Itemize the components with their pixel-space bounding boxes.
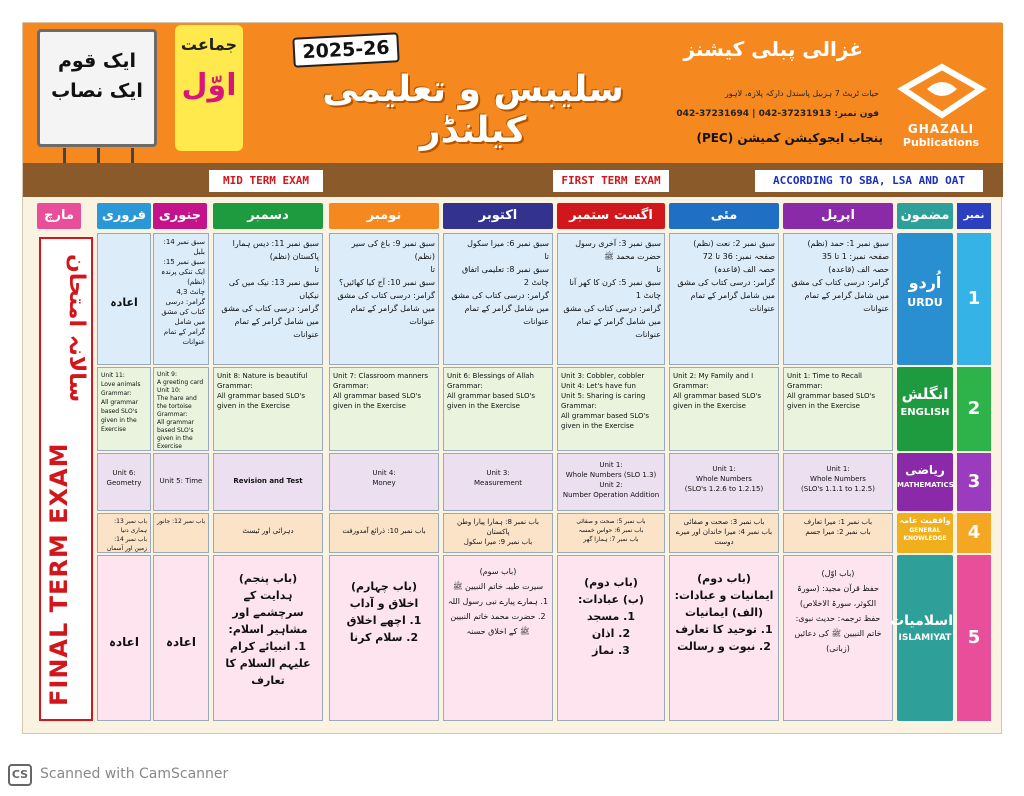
row-number-4: 4 — [957, 513, 991, 553]
math-apr: Unit 1: Whole Numbers (SLO's 1.1.1 to 1.2.5) — [783, 453, 893, 511]
subject-math-en: MATHEMATICS — [897, 481, 954, 489]
math-feb: Unit 5: Time — [153, 453, 209, 511]
final-exam-urdu: سالانہ امتحان — [64, 253, 89, 403]
subject-math-ur: ریاضی — [905, 463, 945, 477]
year-badge: 2025-26 — [292, 32, 399, 68]
slogan-line-1: ایک قوم — [58, 50, 136, 72]
english-nov: Unit 7: Classroom manners Grammar: All grammar based SLO's given in the Exercise — [329, 367, 439, 451]
math-oct: Unit 3: Measurement — [443, 453, 553, 511]
class-value: اوّل — [181, 68, 237, 103]
class-badge — [175, 25, 243, 151]
islamiyat-apr: (باب اوّل) حفظ قرآن مجید: (سورۃ الکوثر، سورۃ الاخلاص) حفظ ترجمہ: حدیث نبوی: خاتم النبیین ﷺ کی دعائیں (زبانی) — [783, 555, 893, 721]
month-may — [669, 203, 779, 229]
subject-islamiyat-ur: اسلامیات — [890, 613, 953, 629]
gk-dec: دہرائی اور ٹیسٹ — [213, 513, 323, 553]
month-january-label: جنوری — [158, 208, 202, 223]
subject-english-en: ENGLISH — [900, 407, 950, 418]
month-aug-sep — [557, 203, 665, 229]
publisher-address: حیات ٹریٹ 7 ہزبیل پاسندل دارکہ پلازہ، لاہور — [724, 89, 879, 98]
slogan-line-2: ایک نصاب — [51, 80, 143, 102]
urdu-nov: سبق نمبر 9: باغ کی سیر (نظم) تا سبق نمبر 10: آج کیا کھائیں؟ گرامر: درسی کتاب کی مشق میں شامل گرامر کے تمام عنوانات — [329, 233, 439, 365]
urdu-apr: سبق نمبر 1: حمد (نظم) صفحہ نمبر: 1 تا 35 حصہ الف (قاعدہ) گرامر: درسی کتاب کی مشق میں شامل گرامر کے تمام عنوانات — [783, 233, 893, 365]
month-november — [329, 203, 439, 229]
month-october-label: اکتوبر — [478, 208, 518, 223]
islamiyat-augsep: (باب دوم) (ب) عبادات: 1. مسجد 2. اذان 3. نماز — [557, 555, 665, 721]
final-exam-column — [39, 237, 93, 721]
gk-augsep: باب نمبر 5: صحت و صفائی باب نمبر 6: حواس خمسہ باب نمبر 7: ہمارا گھر — [557, 513, 665, 553]
mid-term-label: MID TERM EXAM — [209, 170, 323, 192]
ghazali-logo-icon — [897, 63, 987, 119]
month-march — [37, 203, 81, 229]
gk-mar: باب نمبر 13: ہماری دنیا باب نمبر 14: زمین اور آسمان — [97, 513, 151, 553]
islamiyat-dec: (باب پنجم) ہدایت کے سرچشمے اور مشاہیر اسلام: 1. انبیائے کرام علیہم السلام کا تعارف — [213, 555, 323, 721]
subject-urdu-ur: اُردو — [908, 273, 942, 292]
urdu-jan: سبق نمبر 14: بلبل سبق نمبر 15: ایک تنکی پرندہ (نظم) چانٹ 4,3 گرامر: درسی کتاب کی مشق میں شامل گرامر کے تمام عنوانات — [153, 233, 209, 365]
scanner-watermark — [8, 762, 308, 788]
subject-english-ur: انگلش — [901, 385, 949, 403]
publisher-name: غزالی پبلی کیشنز — [683, 37, 863, 61]
month-december-label: دسمبر — [247, 208, 289, 223]
urdu-oct: سبق نمبر 6: میرا سکول تا سبق نمبر 8: تعلیمی اتفاق چانٹ 2 گرامر: درسی کتاب کی مشق میں شامل گرامر کے تمام عنوانات — [443, 233, 553, 365]
calendar-sheet — [22, 22, 1002, 734]
page-title: سلیبس و تعلیمی کیلنڈر — [322, 69, 624, 151]
camscanner-icon: CS — [8, 764, 32, 786]
first-term-label: FIRST TERM EXAM — [553, 170, 669, 192]
islamiyat-jan: اعادہ — [153, 555, 209, 721]
english-dec: Unit 8: Nature is beautiful Grammar: All grammar based SLO's given in the Exercise — [213, 367, 323, 451]
subject-urdu — [897, 233, 953, 365]
subject-gk-ur: واقفیت عامہ — [899, 516, 951, 525]
gk-may: باب نمبر 3: صحت و صفائی باب نمبر 4: میرا خاندان اور میرے دوست — [669, 513, 779, 553]
class-label: جماعت — [180, 35, 238, 54]
row-number-3: 3 — [957, 453, 991, 511]
english-feb: Unit 9: A greeting card Unit 10: The hare and the tortoise Grammar: All grammar based SLO's given in the Exercise — [153, 367, 209, 451]
month-march-label: مارچ — [44, 208, 74, 223]
month-aug-sep-label: اگست ستمبر — [569, 208, 653, 223]
slogan-board — [37, 29, 157, 147]
gk-oct: باب نمبر 8: ہمارا پیارا وطن پاکستان باب نمبر 9: میرا سکول — [443, 513, 553, 553]
publisher-phone: 042-37231694 | 042-37231913 :فون نمبر — [676, 109, 879, 119]
math-dec: Revision and Test — [213, 453, 323, 511]
islamiyat-oct: (باب سوم) سیرت طیبہ خاتم النبیین ﷺ 1. ہمارے پیارے نبی رسول اللہ 2. حضرت محمد خاتم النبیین ﷺ کے اخلاق حسنہ — [443, 555, 553, 721]
row-number-2: 2 — [957, 367, 991, 451]
row-number-5: 5 — [957, 555, 991, 721]
month-december — [213, 203, 323, 229]
month-february-label: فروری — [101, 208, 147, 223]
subject-math — [897, 453, 953, 511]
urdu-may: سبق نمبر 2: نعت (نظم) صفحہ نمبر: 36 تا 72 حصہ الف (قاعدہ) گرامر: درسی کتاب کی مشق میں شامل گرامر کے تمام عنوانات — [669, 233, 779, 365]
watermark-text: Scanned with CamScanner — [40, 766, 229, 782]
english-oct: Unit 6: Blessings of Allah Grammar: All grammar based SLO's given in the Exercise — [443, 367, 553, 451]
subject-gk — [897, 513, 953, 553]
header-banner — [23, 23, 1003, 163]
final-exam-english: FINAL TERM EXAM — [45, 442, 73, 706]
math-nov: Unit 4: Money — [329, 453, 439, 511]
month-april — [783, 203, 893, 229]
according-label: ACCORDING TO SBA, LSA AND OAT — [755, 170, 983, 192]
urdu-feb: اعادہ — [97, 233, 151, 365]
month-may-label: مئی — [710, 208, 738, 223]
month-october — [443, 203, 553, 229]
math-augsep: Unit 1: Whole Numbers (SLO 1.3) Unit 2: Number Operation Addition — [557, 453, 665, 511]
subject-islamiyat-en: ISLAMIYAT — [898, 633, 952, 643]
month-january — [153, 203, 207, 229]
gk-apr: باب نمبر 1: میرا تعارف باب نمبر 2: میرا جسم — [783, 513, 893, 553]
english-mar: Unit 11: Love animals Grammar: All grammar based SLO's given in the Exercise — [97, 367, 151, 451]
islamiyat-may: (باب دوم) ایمانیات و عبادات: (الف) ایمانیات 1. توحید کا تعارف 2. نبوت و رسالت — [669, 555, 779, 721]
month-november-label: نومبر — [366, 208, 402, 223]
subject-header — [897, 203, 953, 229]
islamiyat-nov: (باب چہارم) اخلاق و آداب 1. اچھے اخلاق 2. سلام کرنا — [329, 555, 439, 721]
gk-feb: باب نمبر 12: جانور — [153, 513, 209, 553]
subject-english — [897, 367, 953, 451]
logo-subtext: Publications — [902, 136, 980, 149]
english-augsep: Unit 3: Cobbler, cobbler Unit 4: Let's have fun Unit 5: Sharing is caring Grammar: All grammar based SLO's given in the Exercise — [557, 367, 665, 451]
urdu-dec: سبق نمبر 11: دیس ہمارا پاکستان (نظم) تا سبق نمبر 13: نیک میں کی نیکیاں گرامر: درسی کتاب کی مشق میں شامل گرامر کے تمام عنوانات — [213, 233, 323, 365]
math-may: Unit 1: Whole Numbers (SLO's 1.2.6 to 1.2.15) — [669, 453, 779, 511]
row-number-1: 1 — [957, 233, 991, 365]
logo-text: GHAZALI — [907, 122, 975, 136]
number-header: نمبر — [957, 203, 991, 229]
subject-islamiyat — [890, 555, 953, 721]
subject-header-label: مضمون — [900, 208, 950, 223]
month-february — [97, 203, 151, 229]
english-may: Unit 2: My Family and I Grammar: All grammar based SLO's given in the Exercise — [669, 367, 779, 451]
pec-label: پنجاب ایجوکیشن کمیشن (PEC) — [696, 131, 883, 145]
subject-gk-en: GENERAL KNOWLEDGE — [903, 527, 947, 542]
english-apr: Unit 1: Time to Recall Grammar: All grammar based SLO's given in the Exercise — [783, 367, 893, 451]
month-april-label: اپریل — [821, 208, 855, 223]
gk-nov: باب نمبر 10: ذرائع آمدورفت — [329, 513, 439, 553]
math-mar: Unit 6: Geometry — [97, 453, 151, 511]
logo-caption — [883, 123, 999, 149]
islamiyat-feb: اعادہ — [97, 555, 151, 721]
urdu-augsep: سبق نمبر 3: آخری رسول حضرت محمد ﷺ تا سبق نمبر 5: کرن کا کھر آنا چانٹ 1 گرامر: درسی کتاب کی مشق میں شامل گرامر کے تمام عنوانات — [557, 233, 665, 365]
subject-urdu-en: URDU — [907, 296, 943, 309]
